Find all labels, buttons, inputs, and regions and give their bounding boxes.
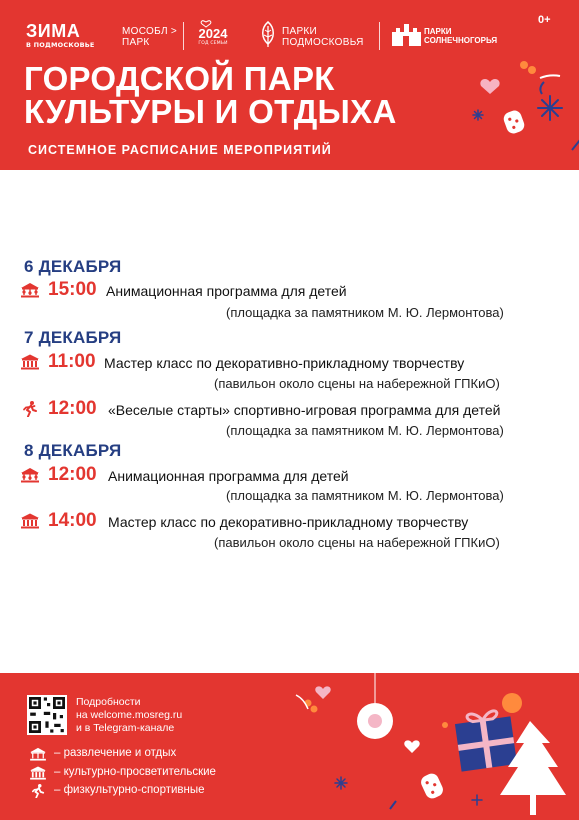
legend-item-entertainment — [28, 747, 228, 761]
page-title-line-2: КУЛЬТУРЫ И ОТДЫХА — [24, 93, 397, 130]
legend-item-sports — [28, 784, 258, 798]
logo-2024-text: 2024 — [198, 26, 228, 41]
header-banner — [0, 0, 579, 170]
event-time: 12:00 — [48, 398, 97, 419]
logo-parki-text-2: ПОДМОСКОВЬЯ — [282, 37, 364, 48]
museum-icon — [20, 513, 40, 529]
event-venue: (площадка за памятником М. Ю. Лермонтова) — [226, 488, 504, 503]
event-time: 15:00 — [48, 279, 97, 300]
event-name: Мастер класс по декоративно-прикладному творчеству — [108, 514, 469, 530]
event-time: 14:00 — [48, 510, 97, 531]
museum-icon — [20, 354, 40, 370]
event-venue: (площадка за памятником М. Ю. Лермонтова) — [226, 423, 504, 438]
event-venue: (павильон около сцены на набережной ГПКиО) — [214, 535, 500, 550]
logo-mosobl-text: МОСОБЛ — [122, 26, 168, 37]
logo-mosobl-text-2: ПАРК — [122, 37, 150, 48]
tree-leaf-icon — [258, 20, 278, 48]
schedule-date: 7 ДЕКАБРЯ — [24, 328, 122, 347]
logo-parki-solnechnogorya — [390, 20, 498, 52]
logo-2024-subtext: ГОД СЕМЬИ — [198, 41, 228, 46]
logo-zima — [26, 22, 95, 49]
carousel-icon — [20, 282, 40, 298]
legend-label: – культурно-просветительские — [54, 766, 216, 778]
carousel-icon — [20, 467, 40, 483]
event-venue: (площадка за памятником М. Ю. Лермонтова) — [226, 305, 504, 320]
logo-year-of-family — [196, 22, 230, 46]
details-info — [76, 696, 182, 735]
legend-item-cultural — [28, 766, 268, 780]
heart-icon — [196, 20, 230, 28]
details-line: и в Telegram-канале — [76, 722, 175, 734]
event-name: Мастер класс по декоративно-прикладному творчеству — [104, 355, 465, 371]
logo-zima-subtext: В ПОДМОСКОВЬЕ — [26, 41, 95, 49]
runner-icon — [20, 401, 40, 417]
page-title-line-1: ГОРОДСКОЙ ПАРК — [24, 60, 335, 97]
schedule-event — [20, 512, 560, 534]
event-time: 12:00 — [48, 464, 97, 485]
age-rating: 0+ — [538, 14, 551, 26]
logo-parki-text: ПАРКИ — [282, 26, 318, 37]
details-link[interactable]: на welcome.mosreg.ru — [76, 709, 183, 721]
details-line: Подробности — [76, 696, 141, 708]
schedule-date: 6 ДЕКАБРЯ — [24, 257, 122, 276]
logo-divider — [183, 22, 184, 50]
legend-label: – развлечение и отдых — [54, 747, 177, 759]
event-name: Анимационная программа для детей — [108, 468, 349, 484]
footer-banner — [0, 673, 579, 820]
logo-parki-podmoskovya — [258, 20, 364, 52]
event-venue: (павильон около сцены на набережной ГПКиО) — [214, 376, 500, 391]
logo-divider — [379, 22, 380, 50]
castle-icon — [390, 20, 422, 48]
event-name: Анимационная программа для детей — [106, 283, 347, 299]
schedule-event — [20, 281, 560, 303]
schedule-event — [20, 400, 560, 422]
schedule-event — [20, 353, 560, 375]
schedule-date: 8 ДЕКАБРЯ — [24, 441, 122, 460]
event-time: 11:00 — [48, 351, 96, 372]
museum-icon — [28, 766, 48, 780]
runner-icon — [28, 784, 48, 798]
legend-label: – физкультурно-спортивные — [54, 784, 205, 796]
arrow-icon: > — [167, 26, 178, 37]
schedule-event — [20, 466, 560, 488]
carousel-icon — [28, 747, 48, 761]
logo-zima-text: ЗИМА — [26, 21, 81, 41]
logo-parki2-text: ПАРКИ — [424, 27, 452, 36]
event-name: «Веселые старты» спортивно-игровая программа для детей — [108, 402, 501, 418]
page-subtitle: СИСТЕМНОЕ РАСПИСАНИЕ МЕРОПРИЯТИЙ — [28, 143, 332, 157]
logo-parki2-text-2: СОЛНЕЧНОГОРЬЯ — [424, 36, 498, 45]
logo-mosoblpark — [122, 26, 177, 48]
qr-code[interactable] — [27, 695, 67, 735]
page-title — [24, 62, 397, 128]
